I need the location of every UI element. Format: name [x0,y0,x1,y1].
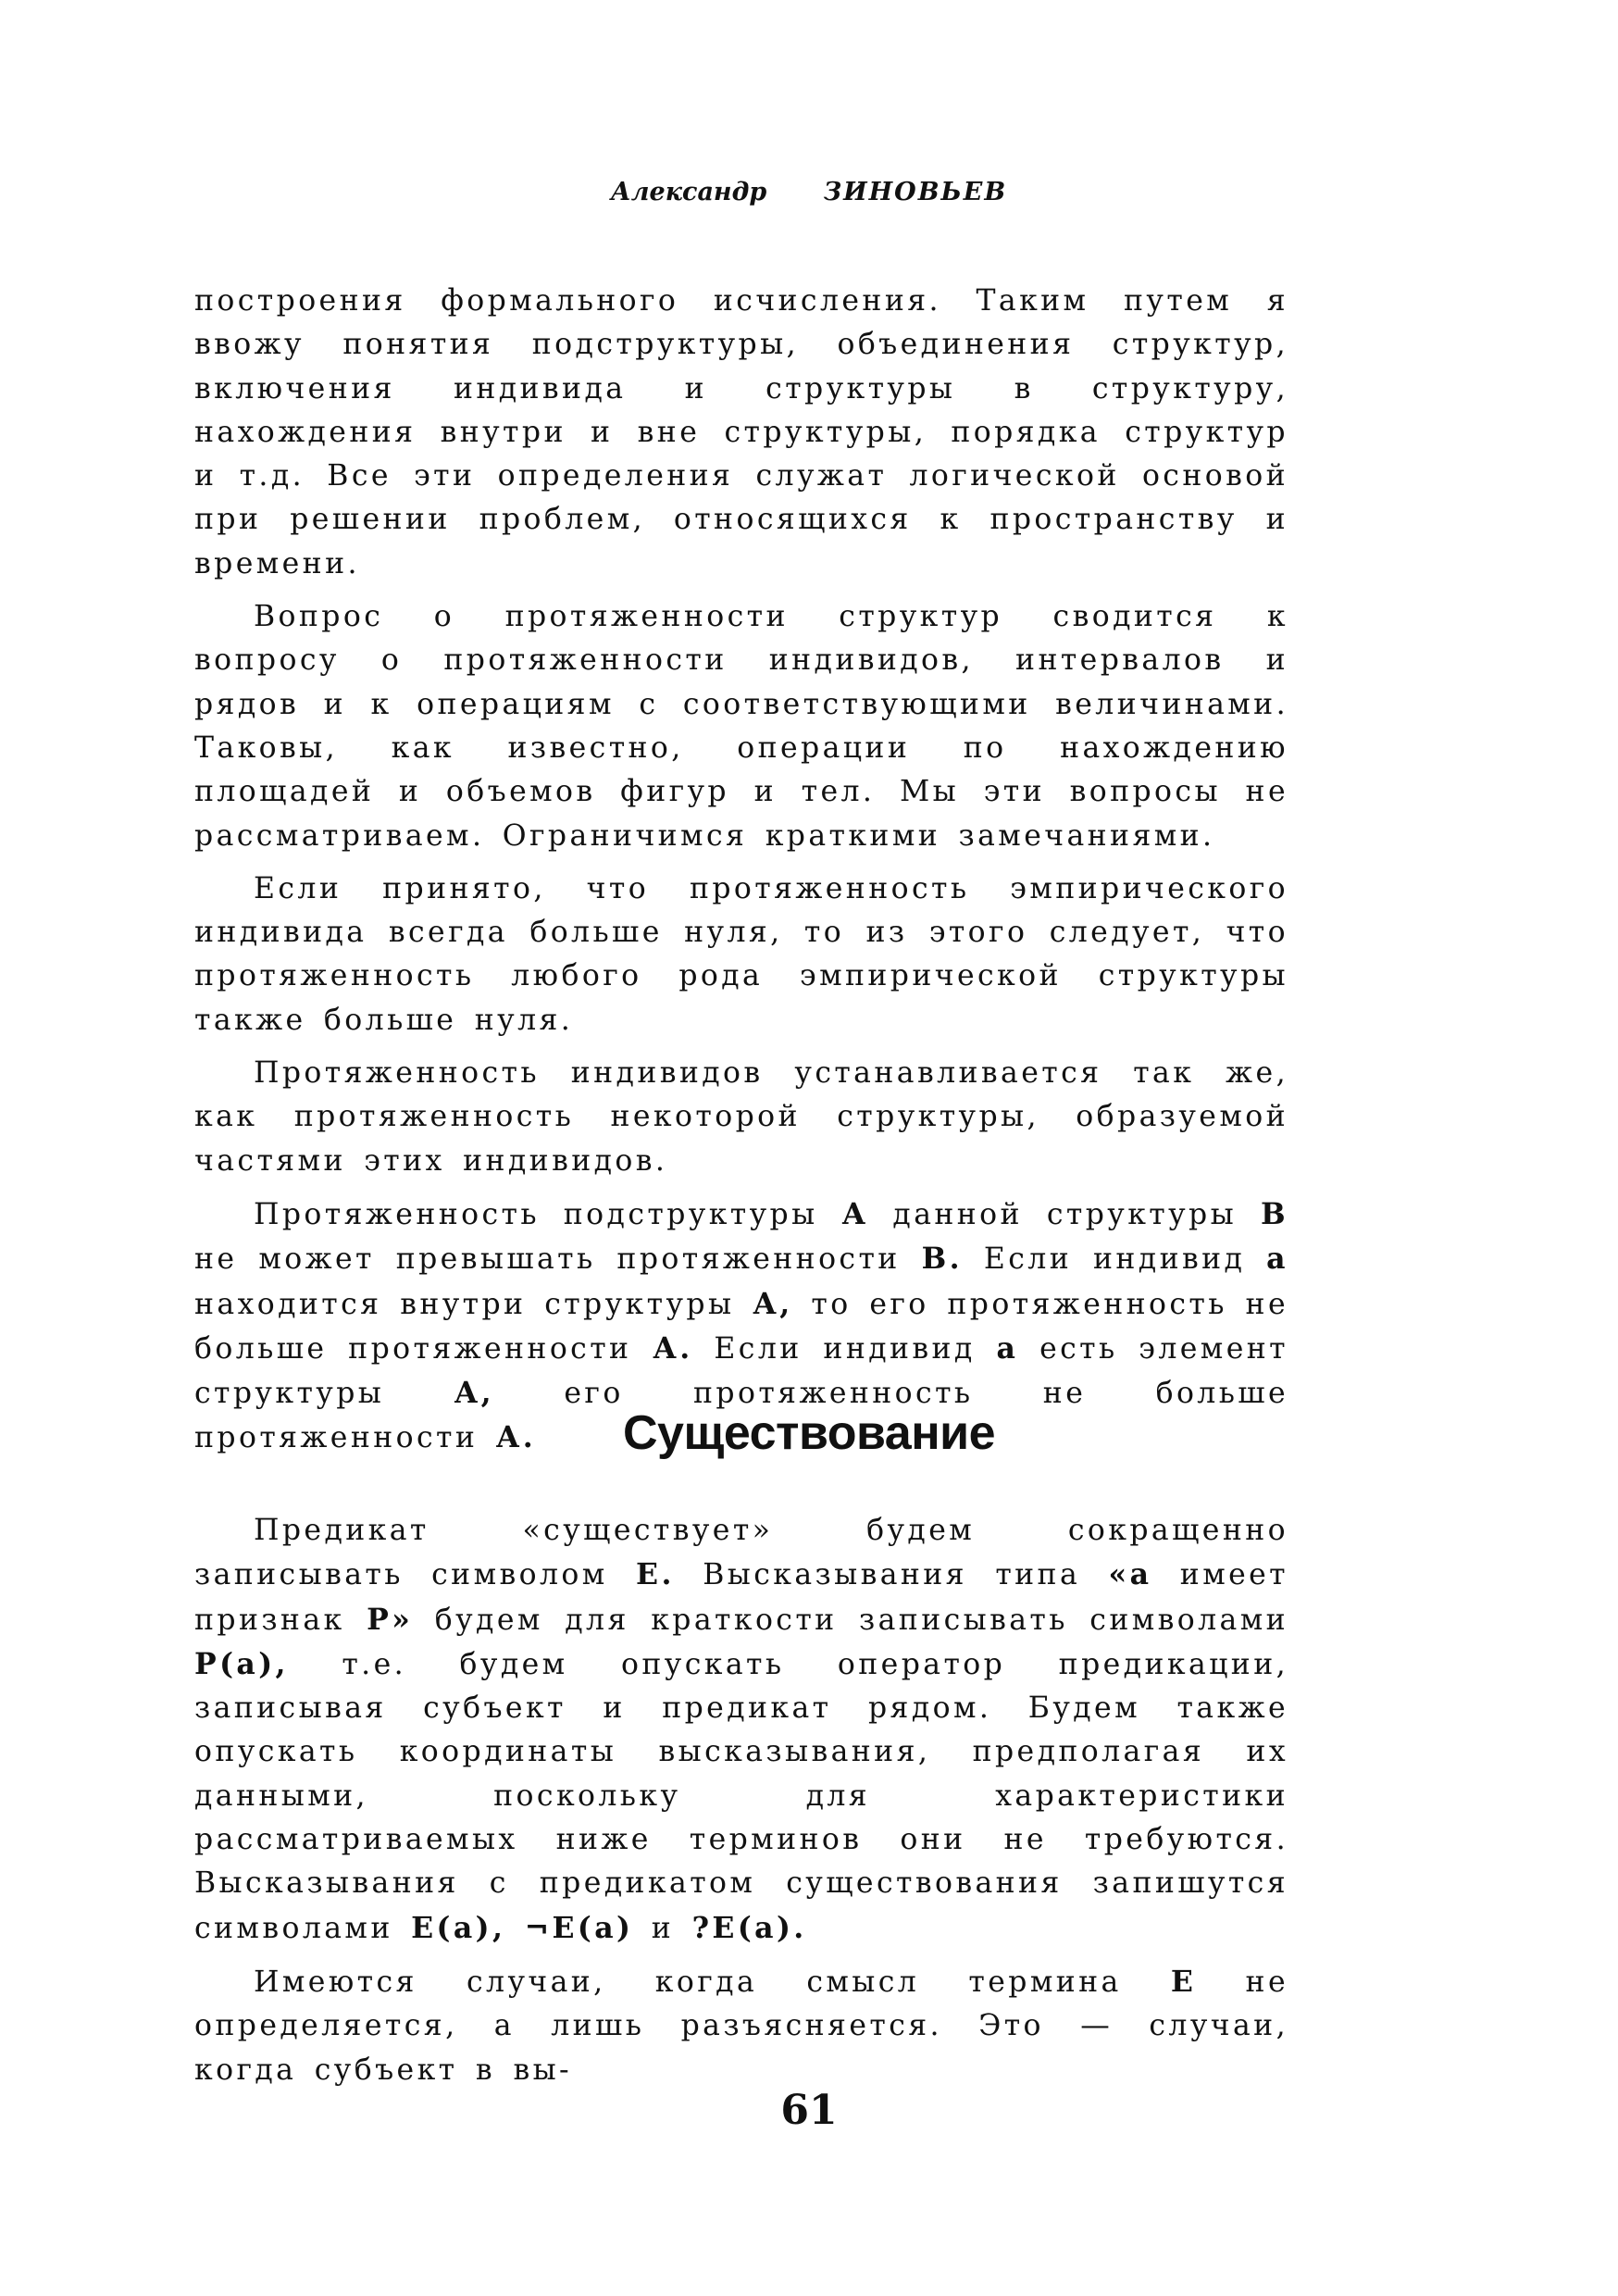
section-2-text [194,1509,1288,2092]
symbol: «а [1108,1557,1152,1592]
paragraph: Протяженность индивидов устанавливается так же, как протяженность некоторой структуры, образуемой частями этих индивидов. [194,1056,1288,1178]
section-heading: Существование [622,1406,995,1460]
paragraph: построения формального исчисления. Таким путем я ввожу понятия подструктуры, объединения структур, включения индивида и структуры в структуру, нахождения внутри и вне структуры, порядка структур и т.д. Все эти определения служат логической основой при решении проблем, относящихся к пространству и времени. [194,284,1288,580]
author-last-name: ЗИНОВЬЕВ [823,178,1008,206]
symbol: Е [1170,1964,1197,1999]
symbol: А, [753,1286,793,1321]
section-1-text [194,280,1288,1461]
symbol: В. [921,1242,963,1277]
symbol: В [1260,1196,1288,1231]
paragraph: Если принято, что протяженность эмпирического индивида всегда больше нуля, то из этого следует, что протяженность любого рода эмпирической структуры также больше нуля. [194,871,1288,1037]
symbol: А, [454,1376,495,1411]
paragraph: Имеются случаи, когда смысл термина Е не определяется, а лишь разъясняется. Это — случаи, когда субъект в вы- [194,1964,1288,2087]
running-head [0,178,1618,206]
author-first-name: Александр [610,178,767,206]
symbol: а [996,1330,1019,1366]
symbol: А. [495,1420,537,1455]
paragraph: Предикат «существует» будем сокращенно записывать символом Е. Высказывания типа «а имеет признак Р» будем для краткости записывать символами Р(а), т.е. будем опускать оператор предикации, записывая субъект и предикат рядом. Будем также опускать координаты высказывания, предполагая их данными, поскольку для характеристики рассматриваемых ниже терминов они не требуются. Высказывания с предикатом существования запишутся символами Е(а), ¬Е(а) и ?Е(а). [194,1514,1289,1945]
paragraph: Вопрос о протяженности структур сводится к вопросу о протяженности индивидов, интервалов и рядов и к операциям с соответствующими величинами. Таковы, как известно, операции по нахождению площадей и объемов фигур и тел. Мы эти вопросы не рассматриваем. Ограничимся краткими замечаниями. [194,600,1288,853]
symbol: Е. [636,1557,675,1592]
paragraph: Протяженность подструктуры А данной структуры В не может превышать протяженности В. Если индивид а находится внутри структуры А, то его протяженность не больше протяженности А. Если индивид а есть элемент структуры А, его протяженность не больше протяженности А. [194,1196,1288,1455]
symbol: Р(а), [194,1646,289,1681]
symbol: Р» [367,1602,414,1637]
symbol: Е(а), ¬Е(а) [411,1910,634,1945]
page-number: 61 [780,2087,838,2134]
symbol: ?Е(а). [691,1910,807,1945]
symbol: А [841,1196,869,1231]
symbol: а [1266,1242,1288,1277]
symbol: А. [653,1330,693,1366]
